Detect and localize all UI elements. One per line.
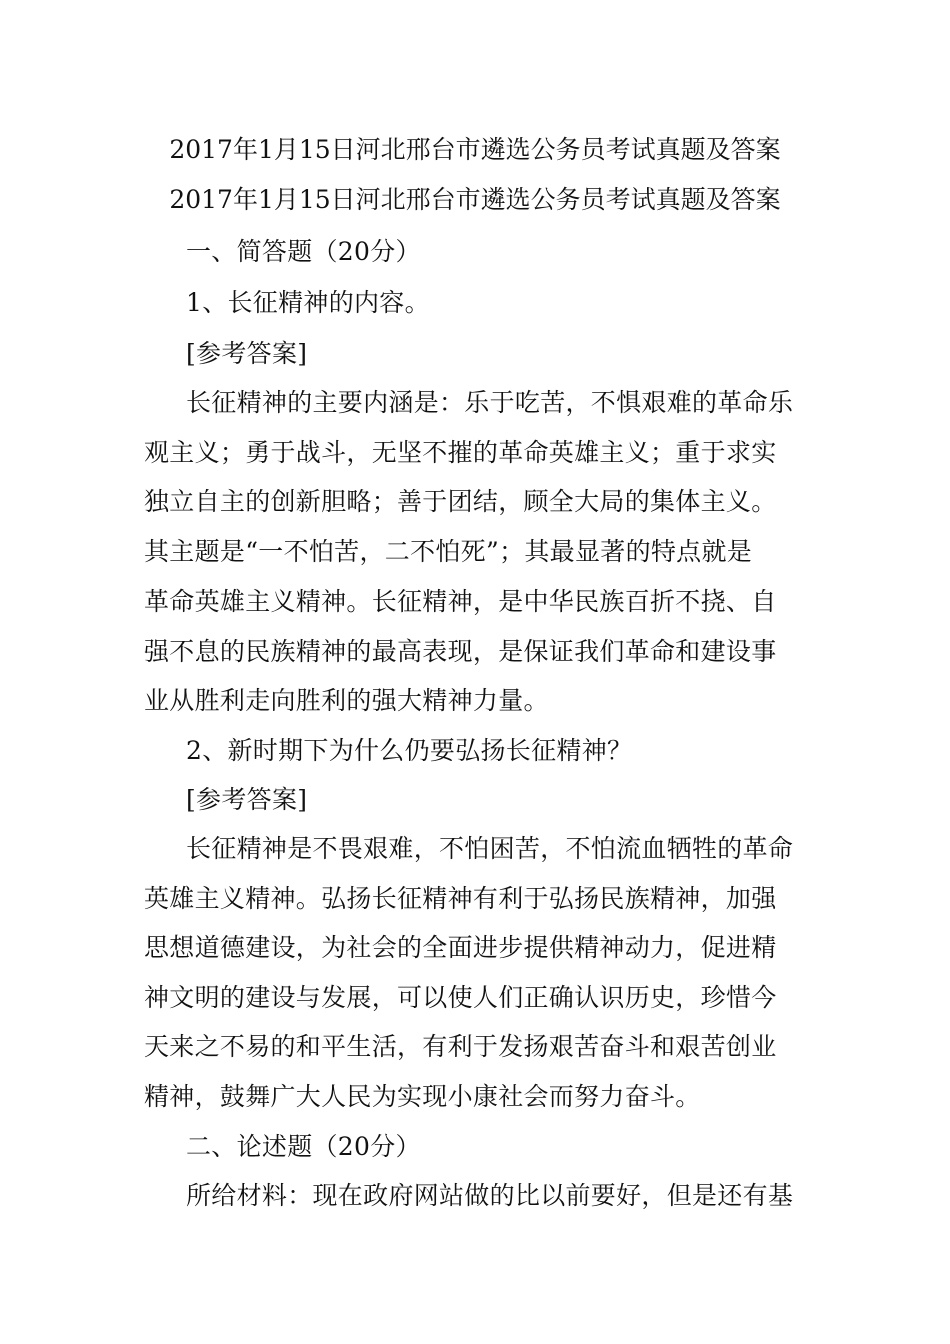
answer-label-2: [参考答案] [186, 785, 308, 814]
answer-2-line: 英雄主义精神。弘扬长征精神有利于弘扬民族精神，加强 [144, 884, 777, 913]
answer-2-line: 长征精神是不畏艰难，不怕困苦，不怕流血牺牲的革命 [186, 834, 794, 863]
section-heading-essay: 二、论述题（20分） [186, 1132, 421, 1161]
answer-2-line: 神文明的建设与发展，可以使人们正确认识历史，珍惜今 [144, 983, 777, 1012]
document-title-repeat: 2017年1月15日河北邢台市遴选公务员考试真题及答案 [169, 185, 781, 214]
question-1: 1、长征精神的内容。 [186, 288, 430, 317]
answer-1-line: 其主题是“一不怕苦，二不怕死”；其最显著的特点就是 [144, 537, 753, 566]
answer-2-line: 天来之不易的和平生活，有利于发扬艰苦奋斗和艰苦创业 [144, 1032, 777, 1061]
answer-1-line: 强不息的民族精神的最高表现，是保证我们革命和建设事 [144, 637, 777, 666]
document-title: 2017年1月15日河北邢台市遴选公务员考试真题及答案 [169, 135, 781, 164]
answer-1-line: 观主义；勇于战斗，无坚不摧的革命英雄主义；重于求实 [144, 438, 777, 467]
answer-2-line: 思想道德建设，为社会的全面进步提供精神动力，促进精 [144, 933, 777, 962]
answer-1-line: 长征精神的主要内涵是：乐于吃苦，不惧艰难的革命乐 [186, 388, 794, 417]
answer-1-line: 独立自主的创新胆略；善于团结，顾全大局的集体主义。 [144, 487, 777, 516]
material-text-line: 所给材料：现在政府网站做的比以前要好，但是还有基 [186, 1181, 794, 1210]
question-2: 2、新时期下为什么仍要弘扬长征精神？ [186, 736, 633, 765]
answer-1-line: 革命英雄主义精神。长征精神，是中华民族百折不挠、自 [144, 587, 777, 616]
answer-label-1: [参考答案] [186, 339, 308, 368]
section-heading-short-answer: 一、简答题（20分） [186, 237, 421, 266]
answer-1-line: 业从胜利走向胜利的强大精神力量。 [144, 686, 549, 715]
answer-2-line: 精神，鼓舞广大人民为实现小康社会而努力奋斗。 [144, 1082, 701, 1111]
